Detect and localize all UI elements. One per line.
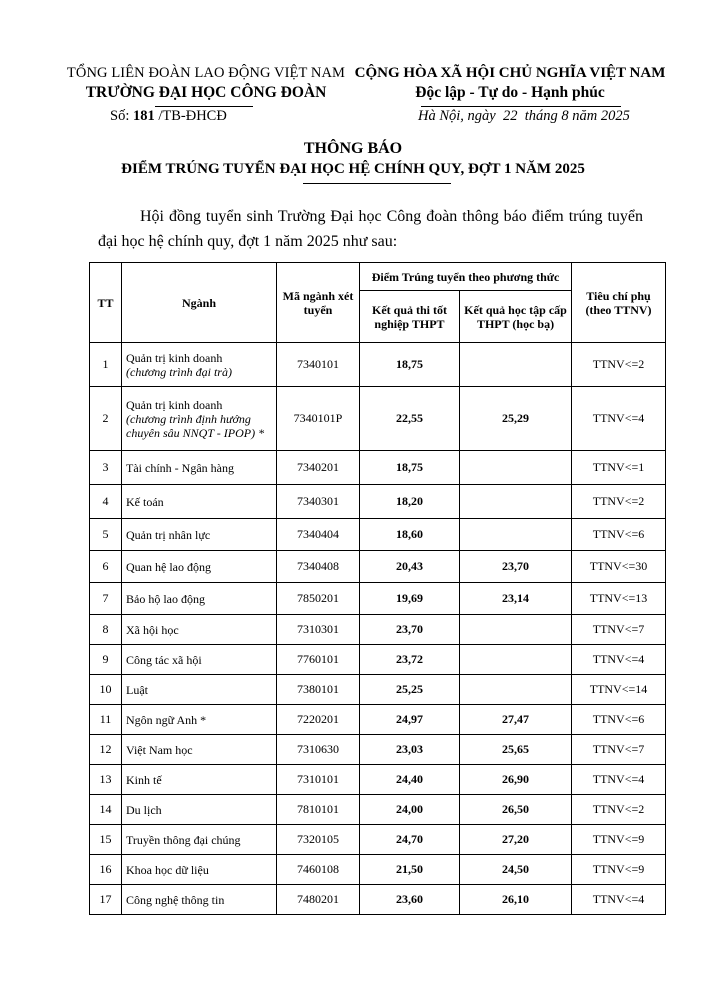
notice-subtitle: ĐIỂM TRÚNG TUYỂN ĐẠI HỌC HỆ CHÍNH QUY, ĐỢT 1 NĂM 2025	[121, 161, 585, 177]
date-year: năm 2025	[572, 108, 630, 124]
thpt-exam-score: 20,43	[360, 551, 460, 583]
table-row	[90, 765, 666, 795]
major-code: 7310301	[277, 615, 360, 645]
major-name: Truyền thông đại chúng	[126, 832, 241, 847]
table-row	[90, 735, 666, 765]
motto-underline	[421, 106, 621, 107]
major-program-note: (chương trình định hướng chuyên sâu NNQT - IPOP) *	[126, 411, 265, 440]
row-number: 5	[90, 519, 122, 551]
major-code: 7480201	[277, 885, 360, 915]
parent-organization: TỔNG LIÊN ĐOÀN LAO ĐỘNG VIỆT NAM	[66, 65, 346, 81]
sub-criteria: TTNV<=6	[572, 519, 666, 551]
table-row	[90, 675, 666, 705]
major-name-cell	[122, 675, 277, 705]
major-code: 7340301	[277, 485, 360, 519]
transcript-score: 23,70	[460, 551, 572, 583]
intro-paragraph: Hội đồng tuyển sinh Trường Đại học Công đoàn thông báo điểm trúng tuyển đại học hệ chính quy, đợt 1 năm 2025 như sau:	[98, 208, 643, 250]
doc-number-value: 181	[132, 108, 155, 124]
sub-criteria: TTNV<=9	[572, 825, 666, 855]
table-row	[90, 855, 666, 885]
major-name-cell	[122, 705, 277, 735]
transcript-score	[460, 615, 572, 645]
row-number: 1	[90, 343, 122, 387]
major-name: Quản trị nhân lực	[126, 527, 211, 542]
major-name: Bảo hộ lao động	[126, 591, 205, 606]
row-number: 14	[90, 795, 122, 825]
thpt-exam-score: 18,75	[360, 451, 460, 485]
row-number: 4	[90, 485, 122, 519]
table-row	[90, 825, 666, 855]
transcript-score	[460, 451, 572, 485]
transcript-score: 27,20	[460, 825, 572, 855]
major-name: Việt Nam học	[126, 742, 193, 757]
row-number: 3	[90, 451, 122, 485]
major-code: 7760101	[277, 645, 360, 675]
header-admission-score: Điểm Trúng tuyển theo phương thức	[360, 263, 572, 291]
doc-number-label: Số:	[110, 108, 130, 124]
row-number: 17	[90, 885, 122, 915]
row-number: 9	[90, 645, 122, 675]
major-code: 7380101	[277, 675, 360, 705]
sub-criteria: TTNV<=4	[572, 645, 666, 675]
table-row	[90, 583, 666, 615]
date-line	[418, 108, 630, 125]
table-row	[90, 795, 666, 825]
sub-criteria: TTNV<=13	[572, 583, 666, 615]
header-major: Ngành	[122, 263, 277, 343]
major-name-cell	[122, 855, 277, 885]
thpt-exam-score: 24,00	[360, 795, 460, 825]
transcript-score: 23,14	[460, 583, 572, 615]
major-name-cell	[122, 825, 277, 855]
major-name-cell	[122, 387, 277, 451]
major-name-cell	[122, 451, 277, 485]
thpt-exam-score: 23,60	[360, 885, 460, 915]
header-right	[352, 64, 668, 103]
thpt-exam-score: 21,50	[360, 855, 460, 885]
title-underline	[303, 183, 451, 184]
date-place: Hà Nội, ngày	[418, 108, 496, 124]
major-name-cell	[122, 885, 277, 915]
table-row	[90, 387, 666, 451]
row-number: 2	[90, 387, 122, 451]
major-name: Công tác xã hội	[126, 652, 202, 667]
table-row	[90, 615, 666, 645]
notice-title: THÔNG BÁO	[303, 140, 403, 157]
major-name-cell	[122, 645, 277, 675]
major-name-cell	[122, 735, 277, 765]
major-code: 7310630	[277, 735, 360, 765]
major-name: Quản trị kinh doanh	[126, 397, 223, 412]
table-row	[90, 705, 666, 735]
university-name: TRƯỜNG ĐẠI HỌC CÔNG ĐOÀN	[85, 84, 327, 101]
header-left	[60, 64, 352, 103]
transcript-score	[460, 519, 572, 551]
major-code: 7340404	[277, 519, 360, 551]
major-code: 7810101	[277, 795, 360, 825]
thpt-exam-score: 23,70	[360, 615, 460, 645]
thpt-exam-score: 23,72	[360, 645, 460, 675]
date-day: 22	[502, 108, 518, 124]
row-number: 6	[90, 551, 122, 583]
sub-criteria: TTNV<=1	[572, 451, 666, 485]
doc-number-suffix: /TB-ĐHCĐ	[158, 108, 227, 124]
major-name-cell	[122, 765, 277, 795]
major-name: Quản trị kinh doanh	[126, 350, 223, 365]
transcript-score: 26,10	[460, 885, 572, 915]
date-month-label: tháng	[524, 108, 558, 124]
thpt-exam-score: 18,60	[360, 519, 460, 551]
sub-criteria: TTNV<=6	[572, 705, 666, 735]
major-name-cell	[122, 485, 277, 519]
table-row	[90, 551, 666, 583]
transcript-score: 25,65	[460, 735, 572, 765]
major-code: 7340101P	[277, 387, 360, 451]
header-transcript: Kết quả học tập cấp THPT (học bạ)	[460, 291, 572, 343]
transcript-score	[460, 343, 572, 387]
sub-criteria: TTNV<=4	[572, 387, 666, 451]
sub-criteria: TTNV<=9	[572, 855, 666, 885]
transcript-score: 26,90	[460, 765, 572, 795]
admission-scores-table	[89, 262, 666, 915]
major-name: Xã hội học	[126, 622, 179, 637]
table-body	[90, 343, 666, 915]
major-code: 7340101	[277, 343, 360, 387]
major-name-cell	[122, 615, 277, 645]
document-number	[110, 108, 227, 125]
major-name: Luật	[126, 682, 148, 697]
sub-criteria: TTNV<=2	[572, 795, 666, 825]
row-number: 10	[90, 675, 122, 705]
row-number: 16	[90, 855, 122, 885]
sub-criteria: TTNV<=7	[572, 615, 666, 645]
national-motto: Độc lập - Tự do - Hạnh phúc	[415, 84, 605, 101]
major-name-cell	[122, 551, 277, 583]
table-row	[90, 343, 666, 387]
major-name: Tài chính - Ngân hàng	[126, 460, 234, 475]
major-name: Quan hệ lao động	[126, 559, 211, 574]
major-name-cell	[122, 583, 277, 615]
major-name: Du lịch	[126, 802, 162, 817]
header-major-code: Mã ngành xét tuyển	[277, 263, 360, 343]
thpt-exam-score: 19,69	[360, 583, 460, 615]
sub-criteria: TTNV<=2	[572, 343, 666, 387]
table-row	[90, 645, 666, 675]
thpt-exam-score: 25,25	[360, 675, 460, 705]
major-name: Công nghệ thông tin	[126, 892, 225, 907]
transcript-score	[460, 485, 572, 519]
major-name-cell	[122, 519, 277, 551]
major-name: Kinh tế	[126, 772, 162, 787]
row-number: 13	[90, 765, 122, 795]
major-code: 7340408	[277, 551, 360, 583]
major-name-cell	[122, 343, 277, 387]
transcript-score: 26,50	[460, 795, 572, 825]
sub-criteria: TTNV<=4	[572, 765, 666, 795]
sub-criteria: TTNV<=4	[572, 885, 666, 915]
transcript-score: 25,29	[460, 387, 572, 451]
major-code: 7310101	[277, 765, 360, 795]
major-code: 7460108	[277, 855, 360, 885]
row-number: 11	[90, 705, 122, 735]
major-name: Khoa học dữ liệu	[126, 862, 209, 877]
major-code: 7220201	[277, 705, 360, 735]
header-thpt-exam: Kết quả thi tốt nghiệp THPT	[360, 291, 460, 343]
row-number: 15	[90, 825, 122, 855]
major-name: Kế toán	[126, 494, 164, 509]
table-row	[90, 519, 666, 551]
thpt-exam-score: 18,75	[360, 343, 460, 387]
table-row	[90, 451, 666, 485]
sub-criteria: TTNV<=2	[572, 485, 666, 519]
thpt-exam-score: 22,55	[360, 387, 460, 451]
thpt-exam-score: 24,70	[360, 825, 460, 855]
sub-criteria: TTNV<=14	[572, 675, 666, 705]
major-code: 7340201	[277, 451, 360, 485]
header-sub-criteria: Tiêu chí phụ (theo TTNV)	[572, 263, 666, 343]
row-number: 12	[90, 735, 122, 765]
sub-criteria: TTNV<=30	[572, 551, 666, 583]
transcript-score: 27,47	[460, 705, 572, 735]
major-name: Ngôn ngữ Anh *	[126, 712, 207, 727]
table-row	[90, 485, 666, 519]
table-row	[90, 885, 666, 915]
university-underline	[155, 106, 253, 107]
thpt-exam-score: 23,03	[360, 735, 460, 765]
thpt-exam-score: 24,97	[360, 705, 460, 735]
thpt-exam-score: 24,40	[360, 765, 460, 795]
major-program-note: (chương trình đại trà)	[126, 364, 232, 379]
transcript-score	[460, 645, 572, 675]
major-name-cell	[122, 795, 277, 825]
sub-criteria: TTNV<=7	[572, 735, 666, 765]
major-code: 7320105	[277, 825, 360, 855]
row-number: 8	[90, 615, 122, 645]
major-code: 7850201	[277, 583, 360, 615]
transcript-score	[460, 675, 572, 705]
thpt-exam-score: 18,20	[360, 485, 460, 519]
row-number: 7	[90, 583, 122, 615]
date-month: 8	[561, 108, 569, 124]
country-name: CỘNG HÒA XÃ HỘI CHỦ NGHĨA VIỆT NAM	[354, 65, 666, 81]
header-tt: TT	[90, 263, 122, 343]
transcript-score: 24,50	[460, 855, 572, 885]
